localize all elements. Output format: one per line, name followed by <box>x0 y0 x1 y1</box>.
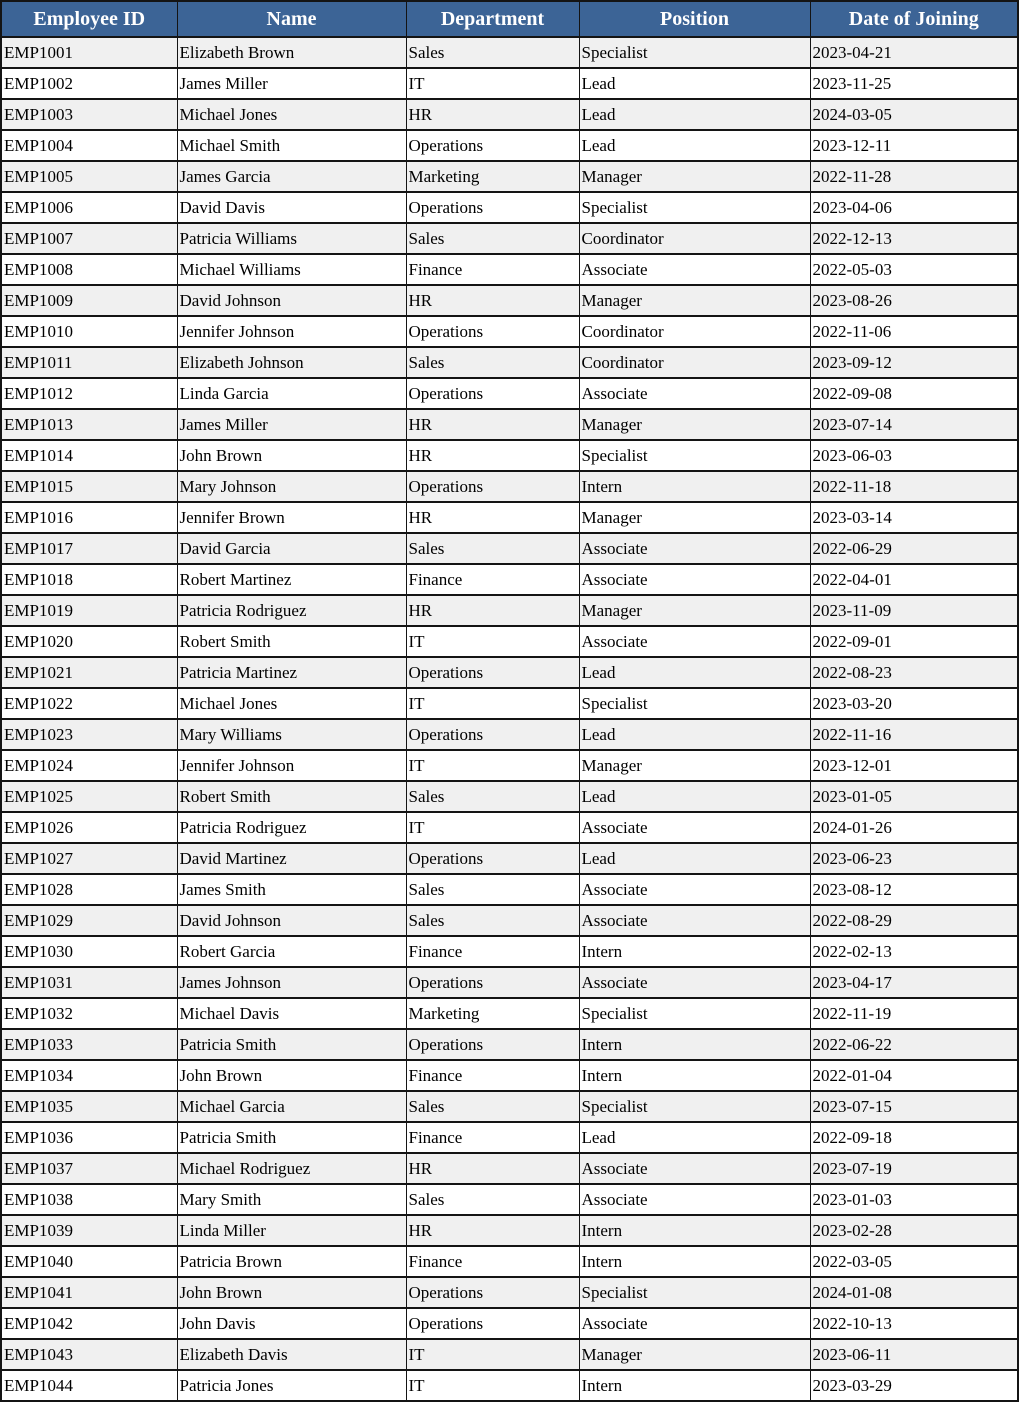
cell-date-of-joining: 2024-01-08 <box>810 1277 1018 1308</box>
cell-name: Robert Garcia <box>177 936 406 967</box>
cell-name: David Martinez <box>177 843 406 874</box>
cell-date-of-joining: 2024-03-05 <box>810 99 1018 130</box>
cell-employee-id: EMP1006 <box>1 192 177 223</box>
cell-employee-id: EMP1042 <box>1 1308 177 1339</box>
cell-name: Mary Williams <box>177 719 406 750</box>
table-row <box>1 68 1018 99</box>
table-row <box>1 905 1018 936</box>
table-row <box>1 564 1018 595</box>
table-row <box>1 1029 1018 1060</box>
cell-department: Operations <box>406 1277 579 1308</box>
cell-department: HR <box>406 1153 579 1184</box>
cell-name: Linda Garcia <box>177 378 406 409</box>
table-row <box>1 812 1018 843</box>
cell-position: Associate <box>579 254 810 285</box>
cell-department: HR <box>406 99 579 130</box>
cell-position: Associate <box>579 1308 810 1339</box>
cell-department: IT <box>406 1339 579 1370</box>
table-body <box>1 37 1018 1401</box>
cell-department: Sales <box>406 347 579 378</box>
table-row <box>1 626 1018 657</box>
cell-department: Operations <box>406 192 579 223</box>
cell-name: Elizabeth Davis <box>177 1339 406 1370</box>
cell-date-of-joining: 2022-09-18 <box>810 1122 1018 1153</box>
cell-department: Operations <box>406 130 579 161</box>
cell-date-of-joining: 2022-11-28 <box>810 161 1018 192</box>
cell-position: Specialist <box>579 192 810 223</box>
table-row <box>1 936 1018 967</box>
cell-department: Sales <box>406 223 579 254</box>
table-row <box>1 874 1018 905</box>
cell-position: Manager <box>579 502 810 533</box>
cell-date-of-joining: 2022-12-13 <box>810 223 1018 254</box>
cell-date-of-joining: 2023-07-14 <box>810 409 1018 440</box>
cell-employee-id: EMP1009 <box>1 285 177 316</box>
cell-department: Marketing <box>406 998 579 1029</box>
cell-position: Associate <box>579 626 810 657</box>
cell-name: Patricia Brown <box>177 1246 406 1277</box>
header-row <box>1 1 1018 37</box>
table-row <box>1 1370 1018 1401</box>
cell-date-of-joining: 2022-08-29 <box>810 905 1018 936</box>
cell-position: Manager <box>579 161 810 192</box>
cell-position: Lead <box>579 68 810 99</box>
cell-date-of-joining: 2022-08-23 <box>810 657 1018 688</box>
table-row <box>1 1184 1018 1215</box>
cell-department: HR <box>406 1215 579 1246</box>
cell-employee-id: EMP1002 <box>1 68 177 99</box>
cell-position: Specialist <box>579 688 810 719</box>
cell-date-of-joining: 2023-08-26 <box>810 285 1018 316</box>
cell-position: Coordinator <box>579 316 810 347</box>
table-row <box>1 967 1018 998</box>
cell-employee-id: EMP1037 <box>1 1153 177 1184</box>
cell-name: Michael Williams <box>177 254 406 285</box>
cell-name: David Johnson <box>177 285 406 316</box>
cell-department: IT <box>406 812 579 843</box>
cell-department: Finance <box>406 936 579 967</box>
table-row <box>1 347 1018 378</box>
cell-name: David Johnson <box>177 905 406 936</box>
cell-employee-id: EMP1011 <box>1 347 177 378</box>
table-row <box>1 998 1018 1029</box>
cell-name: Patricia Rodriguez <box>177 595 406 626</box>
table-row <box>1 1339 1018 1370</box>
cell-name: John Brown <box>177 1277 406 1308</box>
cell-date-of-joining: 2023-06-11 <box>810 1339 1018 1370</box>
cell-date-of-joining: 2022-01-04 <box>810 1060 1018 1091</box>
table-row <box>1 595 1018 626</box>
table-row <box>1 130 1018 161</box>
cell-department: IT <box>406 626 579 657</box>
cell-employee-id: EMP1029 <box>1 905 177 936</box>
cell-name: David Garcia <box>177 533 406 564</box>
table-row <box>1 657 1018 688</box>
cell-department: Marketing <box>406 161 579 192</box>
cell-department: Operations <box>406 471 579 502</box>
cell-date-of-joining: 2022-04-01 <box>810 564 1018 595</box>
cell-name: Patricia Jones <box>177 1370 406 1401</box>
cell-position: Lead <box>579 99 810 130</box>
cell-department: Sales <box>406 1184 579 1215</box>
cell-employee-id: EMP1041 <box>1 1277 177 1308</box>
cell-employee-id: EMP1012 <box>1 378 177 409</box>
cell-department: Operations <box>406 378 579 409</box>
cell-employee-id: EMP1030 <box>1 936 177 967</box>
cell-date-of-joining: 2022-11-06 <box>810 316 1018 347</box>
cell-department: Sales <box>406 1091 579 1122</box>
cell-employee-id: EMP1024 <box>1 750 177 781</box>
cell-position: Intern <box>579 471 810 502</box>
cell-department: Finance <box>406 254 579 285</box>
cell-employee-id: EMP1014 <box>1 440 177 471</box>
cell-employee-id: EMP1008 <box>1 254 177 285</box>
cell-name: Elizabeth Johnson <box>177 347 406 378</box>
cell-date-of-joining: 2023-01-05 <box>810 781 1018 812</box>
cell-position: Intern <box>579 1215 810 1246</box>
cell-position: Associate <box>579 1153 810 1184</box>
cell-position: Intern <box>579 1370 810 1401</box>
cell-position: Associate <box>579 812 810 843</box>
cell-position: Associate <box>579 564 810 595</box>
table-row <box>1 285 1018 316</box>
cell-employee-id: EMP1027 <box>1 843 177 874</box>
cell-department: Operations <box>406 719 579 750</box>
column-header-position: Position <box>579 1 810 37</box>
cell-name: Patricia Smith <box>177 1122 406 1153</box>
cell-department: HR <box>406 595 579 626</box>
cell-department: Sales <box>406 37 579 68</box>
table-row <box>1 440 1018 471</box>
cell-date-of-joining: 2023-04-06 <box>810 192 1018 223</box>
cell-department: HR <box>406 440 579 471</box>
table-row <box>1 843 1018 874</box>
cell-date-of-joining: 2024-01-26 <box>810 812 1018 843</box>
column-header-name: Name <box>177 1 406 37</box>
table-row <box>1 316 1018 347</box>
column-header-employee-id: Employee ID <box>1 1 177 37</box>
cell-name: John Brown <box>177 1060 406 1091</box>
cell-name: James Johnson <box>177 967 406 998</box>
cell-employee-id: EMP1026 <box>1 812 177 843</box>
table-row <box>1 781 1018 812</box>
table-row <box>1 37 1018 68</box>
table-row <box>1 471 1018 502</box>
cell-position: Lead <box>579 719 810 750</box>
cell-employee-id: EMP1013 <box>1 409 177 440</box>
table-row <box>1 1091 1018 1122</box>
cell-employee-id: EMP1001 <box>1 37 177 68</box>
cell-name: Patricia Martinez <box>177 657 406 688</box>
cell-name: Michael Rodriguez <box>177 1153 406 1184</box>
cell-date-of-joining: 2023-06-23 <box>810 843 1018 874</box>
table-row <box>1 1277 1018 1308</box>
cell-position: Lead <box>579 1122 810 1153</box>
cell-employee-id: EMP1044 <box>1 1370 177 1401</box>
cell-employee-id: EMP1036 <box>1 1122 177 1153</box>
cell-position: Associate <box>579 533 810 564</box>
table-row <box>1 378 1018 409</box>
cell-date-of-joining: 2022-06-29 <box>810 533 1018 564</box>
cell-department: IT <box>406 750 579 781</box>
cell-position: Associate <box>579 874 810 905</box>
cell-employee-id: EMP1040 <box>1 1246 177 1277</box>
table-row <box>1 161 1018 192</box>
cell-department: HR <box>406 409 579 440</box>
cell-name: Patricia Smith <box>177 1029 406 1060</box>
cell-date-of-joining: 2022-06-22 <box>810 1029 1018 1060</box>
table-row <box>1 719 1018 750</box>
cell-employee-id: EMP1016 <box>1 502 177 533</box>
cell-department: Finance <box>406 564 579 595</box>
cell-department: Finance <box>406 1122 579 1153</box>
cell-position: Manager <box>579 750 810 781</box>
table-row <box>1 1153 1018 1184</box>
cell-department: Finance <box>406 1246 579 1277</box>
cell-name: Jennifer Brown <box>177 502 406 533</box>
cell-name: James Miller <box>177 68 406 99</box>
cell-name: John Brown <box>177 440 406 471</box>
table-row <box>1 1308 1018 1339</box>
cell-employee-id: EMP1015 <box>1 471 177 502</box>
cell-department: Operations <box>406 1308 579 1339</box>
table-row <box>1 223 1018 254</box>
cell-position: Lead <box>579 781 810 812</box>
cell-employee-id: EMP1025 <box>1 781 177 812</box>
cell-name: Mary Smith <box>177 1184 406 1215</box>
cell-employee-id: EMP1004 <box>1 130 177 161</box>
cell-employee-id: EMP1038 <box>1 1184 177 1215</box>
cell-position: Specialist <box>579 37 810 68</box>
cell-employee-id: EMP1003 <box>1 99 177 130</box>
cell-department: Operations <box>406 967 579 998</box>
cell-employee-id: EMP1023 <box>1 719 177 750</box>
column-header-date-of-joining: Date of Joining <box>810 1 1018 37</box>
cell-position: Manager <box>579 595 810 626</box>
cell-name: Robert Smith <box>177 781 406 812</box>
cell-position: Manager <box>579 409 810 440</box>
cell-name: Michael Davis <box>177 998 406 1029</box>
cell-date-of-joining: 2022-09-08 <box>810 378 1018 409</box>
cell-date-of-joining: 2022-10-13 <box>810 1308 1018 1339</box>
cell-date-of-joining: 2023-09-12 <box>810 347 1018 378</box>
cell-date-of-joining: 2022-03-05 <box>810 1246 1018 1277</box>
cell-position: Lead <box>579 130 810 161</box>
cell-date-of-joining: 2023-11-09 <box>810 595 1018 626</box>
cell-date-of-joining: 2023-11-25 <box>810 68 1018 99</box>
cell-position: Intern <box>579 936 810 967</box>
cell-employee-id: EMP1005 <box>1 161 177 192</box>
cell-date-of-joining: 2023-12-01 <box>810 750 1018 781</box>
table-row <box>1 99 1018 130</box>
cell-employee-id: EMP1033 <box>1 1029 177 1060</box>
table-row <box>1 533 1018 564</box>
cell-name: Patricia Rodriguez <box>177 812 406 843</box>
cell-employee-id: EMP1017 <box>1 533 177 564</box>
cell-name: Jennifer Johnson <box>177 750 406 781</box>
cell-department: Sales <box>406 781 579 812</box>
cell-date-of-joining: 2023-02-28 <box>810 1215 1018 1246</box>
cell-employee-id: EMP1022 <box>1 688 177 719</box>
cell-employee-id: EMP1032 <box>1 998 177 1029</box>
cell-position: Intern <box>579 1029 810 1060</box>
cell-position: Specialist <box>579 1091 810 1122</box>
cell-position: Associate <box>579 967 810 998</box>
cell-department: Operations <box>406 316 579 347</box>
cell-name: Elizabeth Brown <box>177 37 406 68</box>
cell-date-of-joining: 2022-11-16 <box>810 719 1018 750</box>
cell-date-of-joining: 2023-03-14 <box>810 502 1018 533</box>
cell-employee-id: EMP1018 <box>1 564 177 595</box>
cell-date-of-joining: 2022-09-01 <box>810 626 1018 657</box>
cell-date-of-joining: 2023-08-12 <box>810 874 1018 905</box>
table-row <box>1 688 1018 719</box>
table-row <box>1 1060 1018 1091</box>
cell-position: Manager <box>579 285 810 316</box>
cell-name: Robert Smith <box>177 626 406 657</box>
cell-name: John Davis <box>177 1308 406 1339</box>
cell-name: Michael Garcia <box>177 1091 406 1122</box>
cell-employee-id: EMP1019 <box>1 595 177 626</box>
cell-position: Lead <box>579 657 810 688</box>
table-row <box>1 1215 1018 1246</box>
cell-name: James Garcia <box>177 161 406 192</box>
cell-name: James Smith <box>177 874 406 905</box>
cell-employee-id: EMP1039 <box>1 1215 177 1246</box>
cell-department: Operations <box>406 843 579 874</box>
column-header-department: Department <box>406 1 579 37</box>
cell-date-of-joining: 2022-02-13 <box>810 936 1018 967</box>
cell-position: Associate <box>579 1184 810 1215</box>
cell-date-of-joining: 2022-11-19 <box>810 998 1018 1029</box>
cell-department: IT <box>406 68 579 99</box>
cell-position: Manager <box>579 1339 810 1370</box>
cell-department: Sales <box>406 905 579 936</box>
cell-employee-id: EMP1020 <box>1 626 177 657</box>
table-row <box>1 254 1018 285</box>
cell-name: Michael Jones <box>177 99 406 130</box>
cell-position: Associate <box>579 378 810 409</box>
cell-date-of-joining: 2023-04-17 <box>810 967 1018 998</box>
cell-employee-id: EMP1010 <box>1 316 177 347</box>
cell-department: Operations <box>406 657 579 688</box>
cell-date-of-joining: 2022-11-18 <box>810 471 1018 502</box>
cell-position: Intern <box>579 1246 810 1277</box>
table-row <box>1 1122 1018 1153</box>
cell-position: Specialist <box>579 1277 810 1308</box>
cell-position: Specialist <box>579 998 810 1029</box>
table-row <box>1 409 1018 440</box>
cell-date-of-joining: 2023-04-21 <box>810 37 1018 68</box>
cell-name: Michael Jones <box>177 688 406 719</box>
cell-name: David Davis <box>177 192 406 223</box>
cell-position: Lead <box>579 843 810 874</box>
cell-name: Robert Martinez <box>177 564 406 595</box>
cell-name: Patricia Williams <box>177 223 406 254</box>
cell-position: Coordinator <box>579 223 810 254</box>
cell-date-of-joining: 2023-06-03 <box>810 440 1018 471</box>
table-row <box>1 1246 1018 1277</box>
cell-date-of-joining: 2023-07-19 <box>810 1153 1018 1184</box>
cell-department: IT <box>406 688 579 719</box>
cell-name: Linda Miller <box>177 1215 406 1246</box>
cell-name: Mary Johnson <box>177 471 406 502</box>
cell-position: Associate <box>579 905 810 936</box>
cell-department: HR <box>406 285 579 316</box>
cell-department: Sales <box>406 533 579 564</box>
cell-position: Specialist <box>579 440 810 471</box>
cell-date-of-joining: 2023-12-11 <box>810 130 1018 161</box>
table-header <box>1 1 1018 37</box>
cell-position: Intern <box>579 1060 810 1091</box>
table-row <box>1 192 1018 223</box>
cell-department: Operations <box>406 1029 579 1060</box>
cell-date-of-joining: 2023-07-15 <box>810 1091 1018 1122</box>
cell-date-of-joining: 2022-05-03 <box>810 254 1018 285</box>
table-row <box>1 750 1018 781</box>
cell-name: Michael Smith <box>177 130 406 161</box>
cell-department: HR <box>406 502 579 533</box>
cell-employee-id: EMP1007 <box>1 223 177 254</box>
cell-department: Sales <box>406 874 579 905</box>
cell-department: IT <box>406 1370 579 1401</box>
cell-employee-id: EMP1031 <box>1 967 177 998</box>
cell-employee-id: EMP1021 <box>1 657 177 688</box>
cell-employee-id: EMP1035 <box>1 1091 177 1122</box>
cell-name: James Miller <box>177 409 406 440</box>
table-row <box>1 502 1018 533</box>
cell-department: Finance <box>406 1060 579 1091</box>
cell-date-of-joining: 2023-03-29 <box>810 1370 1018 1401</box>
cell-name: Jennifer Johnson <box>177 316 406 347</box>
cell-employee-id: EMP1043 <box>1 1339 177 1370</box>
cell-employee-id: EMP1034 <box>1 1060 177 1091</box>
cell-date-of-joining: 2023-01-03 <box>810 1184 1018 1215</box>
cell-position: Coordinator <box>579 347 810 378</box>
cell-date-of-joining: 2023-03-20 <box>810 688 1018 719</box>
cell-employee-id: EMP1028 <box>1 874 177 905</box>
